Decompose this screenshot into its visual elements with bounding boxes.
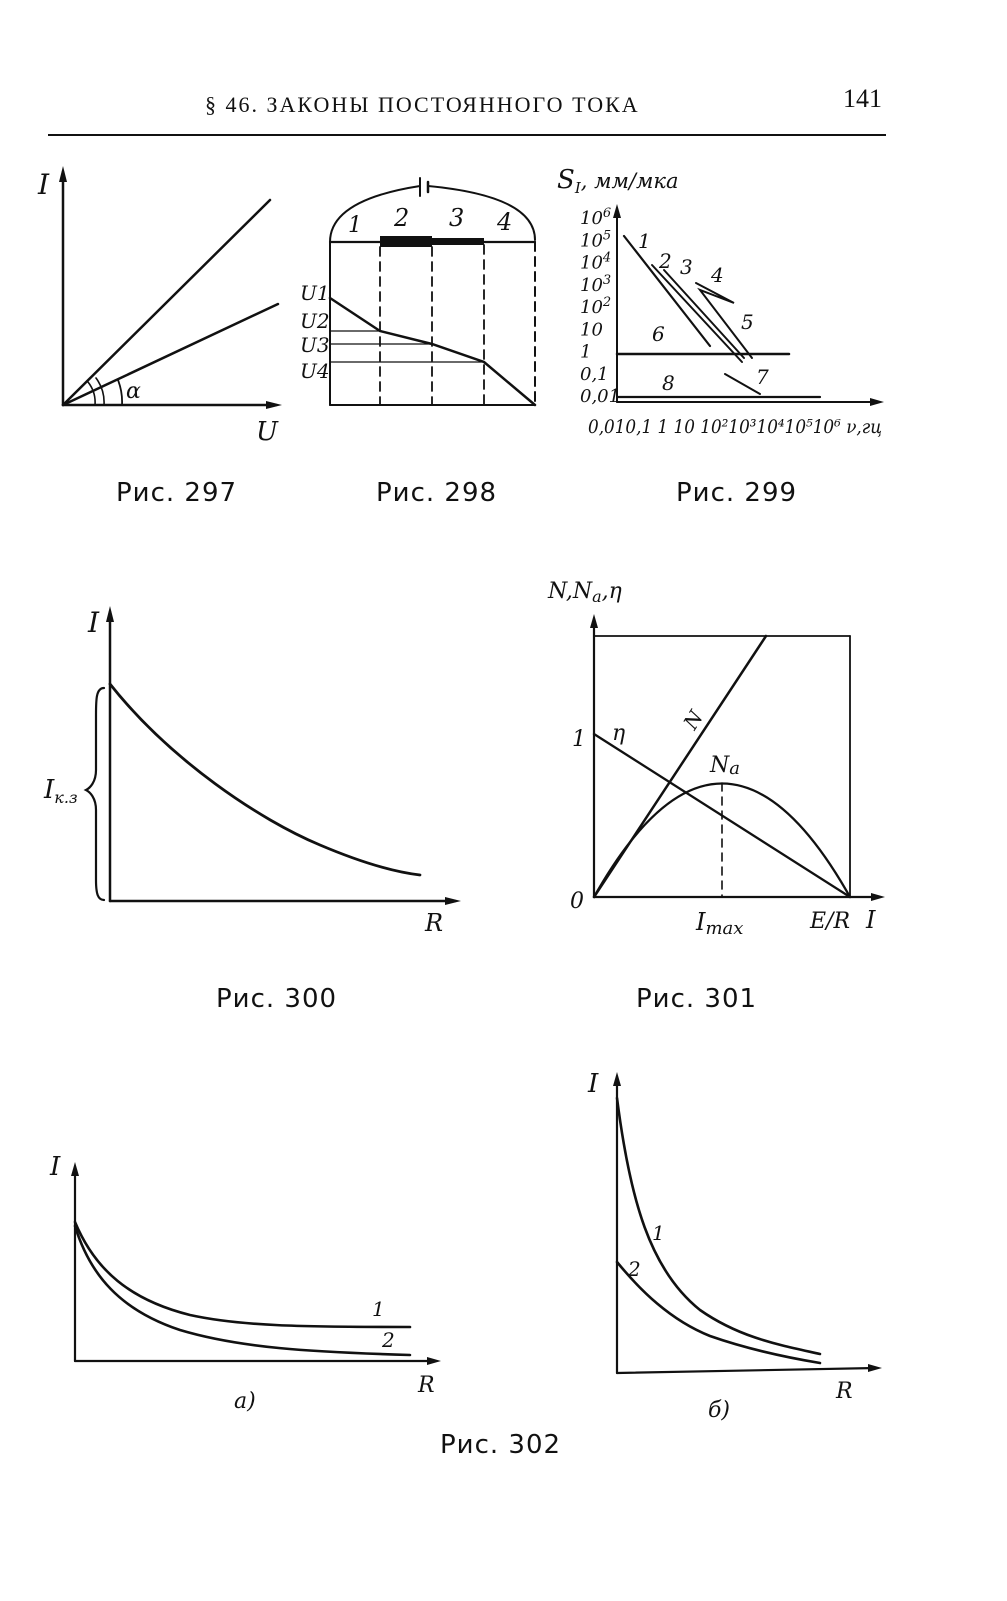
section-label-2: 2 xyxy=(394,204,410,232)
curve-label-6: 6 xyxy=(652,322,665,346)
caption-298: Рис. 298 xyxy=(376,478,498,508)
b-y-axis-arrow xyxy=(613,1072,621,1086)
b-curve-1 xyxy=(617,1098,820,1354)
x-axis-label: I xyxy=(866,906,876,934)
y-tick-base: 0,1 xyxy=(580,363,609,385)
potential-label-u4: U4 xyxy=(300,359,330,383)
tick-one: 1 xyxy=(572,727,586,752)
y-axis-label-sub: a xyxy=(592,587,602,606)
a-curve-1 xyxy=(75,1222,410,1327)
a-x-axis-arrow xyxy=(427,1357,441,1365)
curve-label-8: 8 xyxy=(662,371,675,395)
caption-302: Рис. 302 xyxy=(440,1430,562,1460)
y-axis-label-main: N,N xyxy=(548,579,593,604)
y-axis-label-rest: ,η xyxy=(601,579,622,604)
b-y-axis-label: I xyxy=(588,1069,599,1099)
y-tick-base: 10 xyxy=(580,230,603,252)
x-axis-label: R xyxy=(425,909,444,937)
y-tick-base: 10 xyxy=(580,297,603,318)
label-N: N xyxy=(678,706,709,734)
y-tick-exponent: 2 xyxy=(602,295,612,310)
b-curve-label-1: 1 xyxy=(652,1221,665,1245)
curve-label-5: 5 xyxy=(741,310,754,334)
b-sub-label: б) xyxy=(708,1398,731,1423)
caption-299: Рис. 299 xyxy=(676,478,798,508)
b-x-axis-label: R xyxy=(836,1379,853,1404)
y-tick-base: 0,01 xyxy=(580,386,621,407)
section-label-4: 4 xyxy=(497,208,513,236)
label-imax-main: I xyxy=(696,908,706,936)
label-imax-sub: max xyxy=(705,918,744,939)
caption-300: Рис. 300 xyxy=(216,984,338,1014)
y-tick-base: 1 xyxy=(580,341,592,363)
y-tick-base: 10 xyxy=(580,274,603,296)
a-curve-label-2: 2 xyxy=(382,1328,395,1352)
y-axis-label: I xyxy=(88,606,100,639)
y-tick-base: 10 xyxy=(580,252,603,274)
a-y-axis-label: I xyxy=(50,1152,61,1182)
tick-zero: 0 xyxy=(570,889,584,914)
b-curve-label-2: 2 xyxy=(628,1257,641,1281)
a-sub-label: a) xyxy=(234,1389,256,1414)
a-y-axis-arrow xyxy=(71,1162,79,1176)
y-axis-label-rest: , мм/мка xyxy=(580,169,679,193)
label-er: E/R xyxy=(810,909,851,934)
caption-301: Рис. 301 xyxy=(636,984,758,1014)
y-tick-exponent: 3 xyxy=(602,272,612,288)
y-axis-label-main: S xyxy=(557,165,575,195)
page-number: 141 xyxy=(843,84,882,113)
angle-label: α xyxy=(126,379,141,404)
label-Na-sub: a xyxy=(729,758,740,779)
curve-label-3: 3 xyxy=(680,255,693,279)
b-x-axis-arrow xyxy=(868,1364,882,1372)
potential-label-u2: U2 xyxy=(300,309,330,333)
y-axis-label: I xyxy=(38,168,50,201)
y-tick-exponent: 6 xyxy=(602,206,612,221)
a-curve-2 xyxy=(75,1226,410,1355)
section-label-1: 1 xyxy=(348,213,362,238)
a-curve-label-1: 1 xyxy=(372,1297,385,1321)
y-tick-base: 10 xyxy=(580,208,603,229)
potential-label-u1: U1 xyxy=(300,281,330,305)
y-tick-base: 10 xyxy=(580,319,603,341)
running-header: § 46. ЗАКОНЫ ПОСТОЯННОГО ТОКА xyxy=(205,92,640,117)
caption-297: Рис. 297 xyxy=(116,478,238,508)
y-axis-label-sub: I xyxy=(574,179,581,197)
curve-label-4: 4 xyxy=(711,263,724,287)
brace-label-sub: к.з xyxy=(54,788,78,807)
y-tick-exponent: 5 xyxy=(602,228,612,244)
x-tick-labels: 0,010,1 1 10 10²10³10⁴10⁵10⁶ ν,гц xyxy=(588,416,882,438)
a-x-axis-label: R xyxy=(418,1373,435,1398)
curve-label-2: 2 xyxy=(659,249,672,273)
label-Na-main: N xyxy=(710,753,730,778)
potential-label-u3: U3 xyxy=(300,333,330,357)
brace-label-main: I xyxy=(44,775,55,805)
y-tick-exponent: 4 xyxy=(602,250,612,266)
curve-label-7: 7 xyxy=(756,365,769,389)
curve-label-1: 1 xyxy=(638,229,651,253)
b-x-axis xyxy=(617,1368,876,1373)
section-label-3: 3 xyxy=(449,204,465,232)
label-eta: η xyxy=(612,721,626,746)
x-axis-label: U xyxy=(256,417,278,447)
